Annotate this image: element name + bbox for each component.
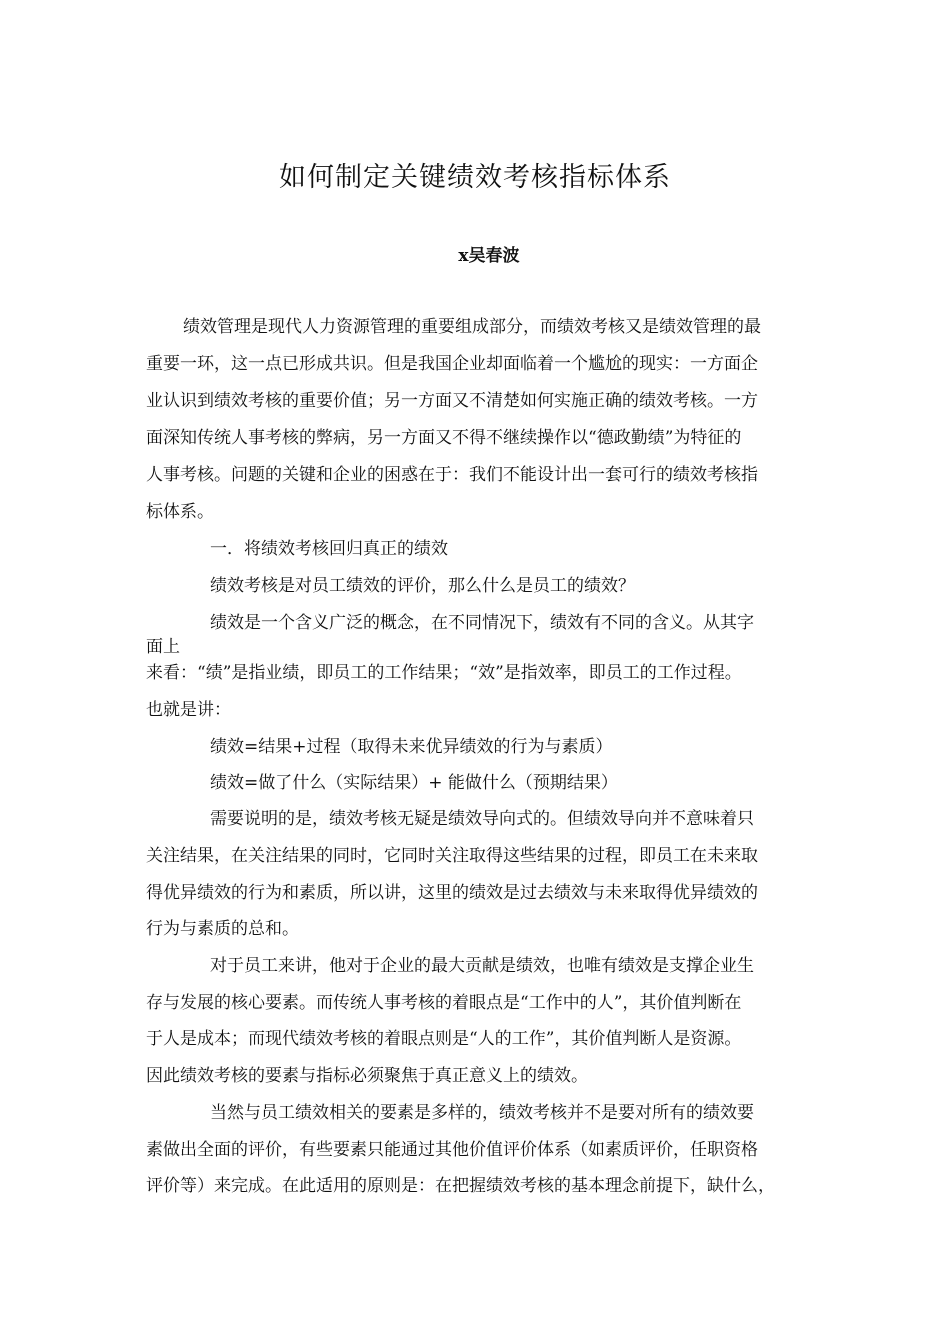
body-line: 绩效是一个含义广泛的概念，在不同情况下，绩效有不同的含义。从其字 <box>210 613 754 633</box>
body-line: 对于员工来讲，他对于企业的最大贡献是绩效，也唯有绩效是支撑企业生 <box>210 956 754 976</box>
body-line: 关注结果，在关注结果的同时，它同时关注取得这些结果的过程，即员工在未来取 <box>146 846 758 866</box>
body-line: 人事考核。问题的关键和企业的困惑在于：我们不能设计出一套可行的绩效考核指 <box>146 465 758 485</box>
body-line: 需要说明的是，绩效考核无疑是绩效导向式的。但绩效导向并不意味着只 <box>210 809 754 829</box>
body-line: 当然与员工绩效相关的要素是多样的，绩效考核并不是要对所有的绩效要 <box>210 1103 754 1123</box>
body-line: 评价等）来完成。在此适用的原则是：在把握绩效考核的基本理念前提下，缺什么， <box>146 1176 775 1196</box>
body-line: 素做出全面的评价，有些要素只能通过其他价值评价体系（如素质评价，任职资格 <box>146 1140 758 1160</box>
body-line: 行为与素质的总和。 <box>146 919 299 939</box>
document-author: x吴春波 <box>458 246 520 266</box>
body-line: 绩效管理是现代人力资源管理的重要组成部分，而绩效考核又是绩效管理的最 <box>183 317 761 337</box>
body-line: 存与发展的核心要素。而传统人事考核的着眼点是“工作中的人”，其价值判断在 <box>146 993 742 1013</box>
body-line: 于人是成本；而现代绩效考核的着眼点则是“人的工作”，其价值判断人是资源。 <box>146 1029 742 1049</box>
body-line: 因此绩效考核的要素与指标必须聚焦于真正意义上的绩效。 <box>146 1066 588 1086</box>
formula-line: 绩效=做了什么（实际结果）+ 能做什么（预期结果） <box>210 773 618 793</box>
document-title: 如何制定关键绩效考核指标体系 <box>279 162 671 193</box>
body-line: 绩效考核是对员工绩效的评价，那么什么是员工的绩效？ <box>210 576 635 596</box>
body-line: 业认识到绩效考核的重要价值；另一方面又不清楚如何实施正确的绩效考核。一方 <box>146 391 758 411</box>
body-line: 重要一环，这一点已形成共识。但是我国企业却面临着一个尴尬的现实：一方面企 <box>146 354 758 374</box>
formula-line: 绩效=结果+过程（取得未来优异绩效的行为与素质） <box>210 737 613 757</box>
body-line: 得优异绩效的行为和素质，所以讲，这里的绩效是过去绩效与未来取得优异绩效的 <box>146 883 758 903</box>
body-line: 面上 <box>146 637 180 657</box>
body-line: 面深知传统人事考核的弊病，另一方面又不得不继续操作以“德政勤绩”为特征的 <box>146 428 742 448</box>
body-line: 也就是讲： <box>146 700 231 720</box>
body-line: 来看：“绩”是指业绩，即员工的工作结果；“效”是指效率，即员工的工作过程。 <box>146 663 742 683</box>
section-heading: 一．将绩效考核回归真正的绩效 <box>210 539 448 559</box>
body-line: 标体系。 <box>146 502 214 522</box>
